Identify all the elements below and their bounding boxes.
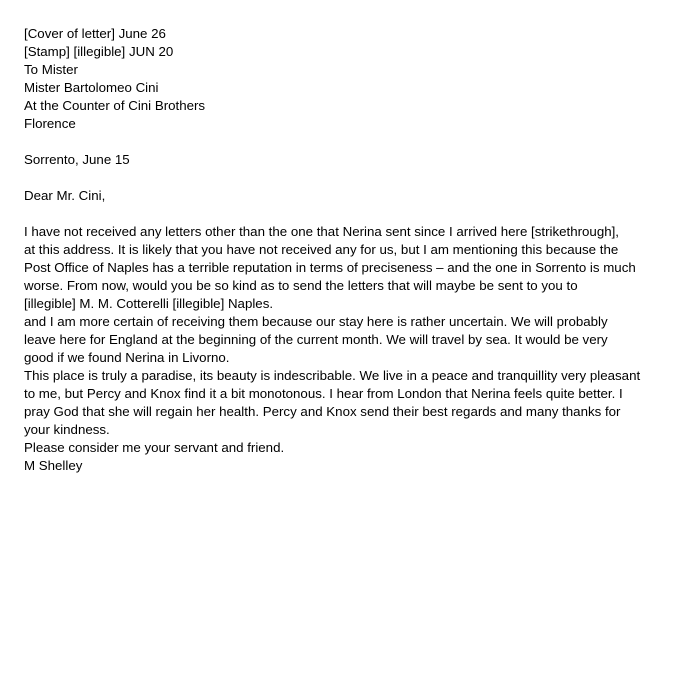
spacer bbox=[24, 169, 654, 187]
address-to: To Mister bbox=[24, 62, 78, 77]
body-line: and I am more certain of receiving them because our stay here is rather uncertain. We will probably bbox=[24, 314, 608, 329]
stamp-note: [Stamp] [illegible] JUN 20 bbox=[24, 44, 174, 59]
closing: Please consider me your servant and friend. bbox=[24, 440, 285, 455]
body-line: worse. From now, would you be so kind as to send the letters that will maybe be sent to you to bbox=[24, 278, 578, 293]
address-name: Mister Bartolomeo Cini bbox=[24, 80, 159, 95]
body-line: good if we found Nerina in Livorno. bbox=[24, 350, 230, 365]
body-line: to me, but Percy and Knox find it a bit monotonous. I hear from London that Nerina feels quite better. I bbox=[24, 386, 623, 401]
salutation: Dear Mr. Cini, bbox=[24, 188, 106, 203]
body-line: Post Office of Naples has a terrible reputation in terms of preciseness – and the one in Sorrento is much bbox=[24, 260, 636, 275]
cover-note: [Cover of letter] June 26 bbox=[24, 26, 166, 41]
body-line: This place is truly a paradise, its beauty is indescribable. We live in a peace and tranquillity very pleasant bbox=[24, 368, 641, 383]
letter-header bbox=[24, 25, 654, 133]
dateline: Sorrento, June 15 bbox=[24, 152, 130, 167]
paragraph-1 bbox=[24, 223, 654, 313]
paragraph-2 bbox=[24, 313, 654, 367]
letter-document bbox=[24, 25, 654, 475]
body-line: pray God that she will regain her health. Percy and Knox send their best regards and many thanks for bbox=[24, 404, 621, 419]
address-counter: At the Counter of Cini Brothers bbox=[24, 98, 206, 113]
signature: M Shelley bbox=[24, 458, 83, 473]
letter-body bbox=[24, 223, 654, 439]
spacer bbox=[24, 133, 654, 151]
body-line: at this address. It is likely that you have not received any for us, but I am mentioning this because the bbox=[24, 242, 619, 257]
paragraph-3 bbox=[24, 367, 654, 439]
body-line: leave here for England at the beginning of the current month. We will travel by sea. It would be very bbox=[24, 332, 608, 347]
address-city: Florence bbox=[24, 116, 76, 131]
body-line: [illegible] M. M. Cotterelli [illegible] Naples. bbox=[24, 296, 274, 311]
body-line: your kindness. bbox=[24, 422, 110, 437]
body-line: I have not received any letters other than the one that Nerina sent since I arrived here [strikethrough], bbox=[24, 224, 620, 239]
spacer bbox=[24, 205, 654, 223]
